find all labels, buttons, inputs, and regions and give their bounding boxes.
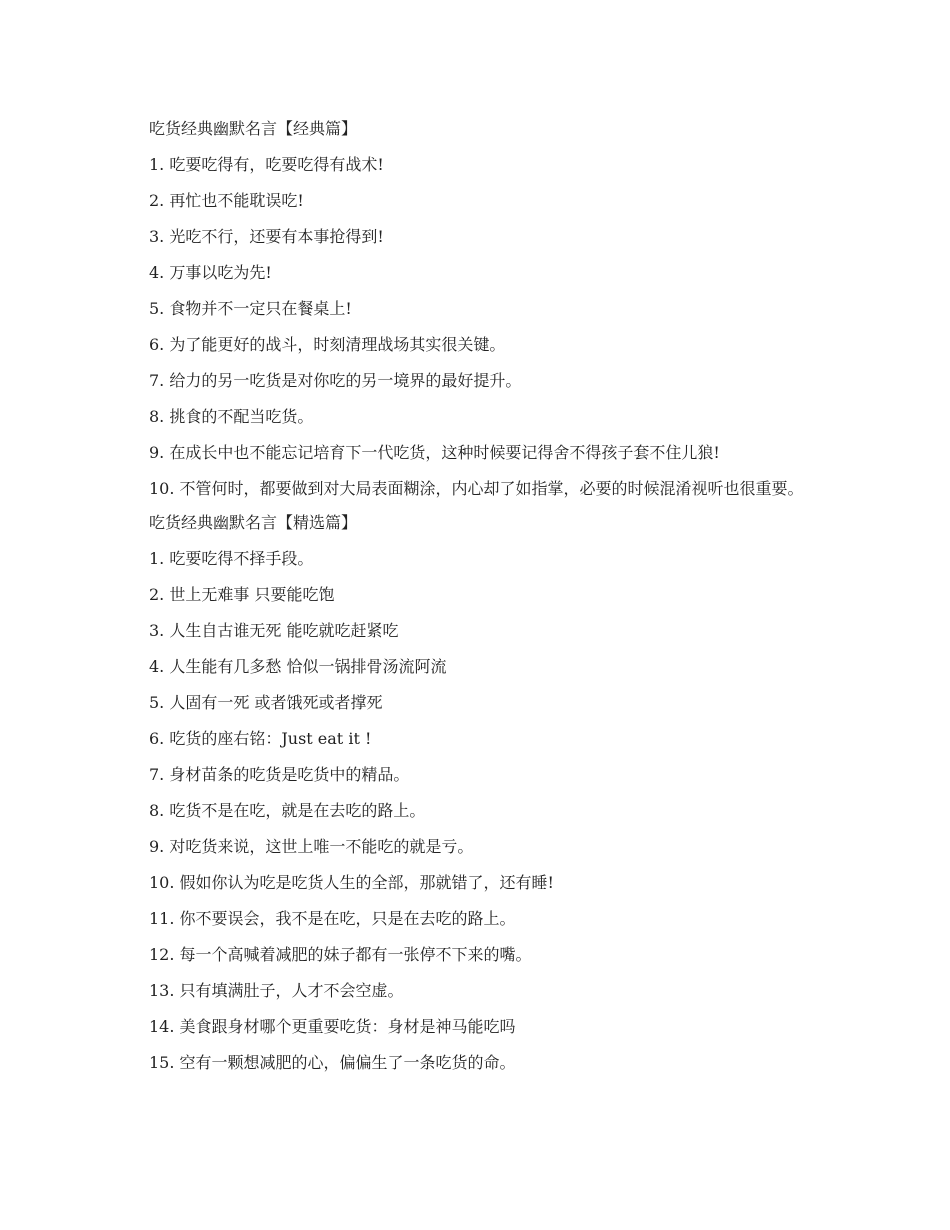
quote-item: 3. 光吃不行，还要有本事抢得到! (149, 227, 384, 246)
section-heading-selected: 吃货经典幽默名言【精选篇】 (149, 513, 358, 532)
quote-item: 2. 再忙也不能耽误吃! (149, 191, 304, 210)
quote-item: 6. 为了能更好的战斗，时刻清理战场其实很关键。 (149, 335, 506, 354)
quote-item: 1. 吃要吃得有，吃要吃得有战术! (149, 155, 384, 174)
quote-item: 10. 假如你认为吃是吃货人生的全部，那就错了，还有睡! (149, 873, 554, 892)
quote-item: 4. 万事以吃为先! (149, 263, 272, 282)
quote-item: 2. 世上无难事 只要能吃饱 (149, 585, 335, 604)
quote-item: 1. 吃要吃得不择手段。 (149, 549, 314, 568)
quote-item: 3. 人生自古谁无死 能吃就吃赶紧吃 (149, 621, 399, 640)
quote-item: 5. 人固有一死 或者饿死或者撑死 (149, 693, 383, 712)
quote-item: 14. 美食跟身材哪个更重要吃货：身材是神马能吃吗 (149, 1017, 516, 1036)
document-body (113, 118, 835, 1088)
quote-item: 15. 空有一颗想减肥的心，偏偏生了一条吃货的命。 (149, 1053, 516, 1072)
quote-item: 12. 每一个高喊着减肥的妹子都有一张停不下来的嘴。 (149, 945, 532, 964)
quote-item: 9. 在成长中也不能忘记培育下一代吃货，这种时候要记得舍不得孩子套不住儿狼! (149, 443, 720, 462)
quote-item: 9. 对吃货来说，这世上唯一不能吃的就是亏。 (149, 837, 474, 856)
quote-item: 7. 给力的另一吃货是对你吃的另一境界的最好提升。 (149, 371, 522, 390)
quote-item: 7. 身材苗条的吃货是吃货中的精品。 (149, 765, 410, 784)
quote-item: 11. 你不要误会，我不是在吃，只是在去吃的路上。 (149, 909, 516, 928)
quote-item: 10. 不管何时，都要做到对大局表面糊涂，内心却了如指掌，必要的时候混淆视听也很重要。 (149, 479, 804, 498)
quote-item: 5. 食物并不一定只在餐桌上! (149, 299, 352, 318)
quote-item: 6. 吃货的座右铭：Just eat it ! (149, 729, 372, 748)
quote-item: 8. 吃货不是在吃，就是在去吃的路上。 (149, 801, 426, 820)
quote-item: 4. 人生能有几多愁 恰似一锅排骨汤流阿流 (149, 657, 447, 676)
quote-item: 8. 挑食的不配当吃货。 (149, 407, 314, 426)
section-heading-classic: 吃货经典幽默名言【经典篇】 (149, 119, 358, 138)
quote-item: 13. 只有填满肚子，人才不会空虚。 (149, 981, 404, 1000)
